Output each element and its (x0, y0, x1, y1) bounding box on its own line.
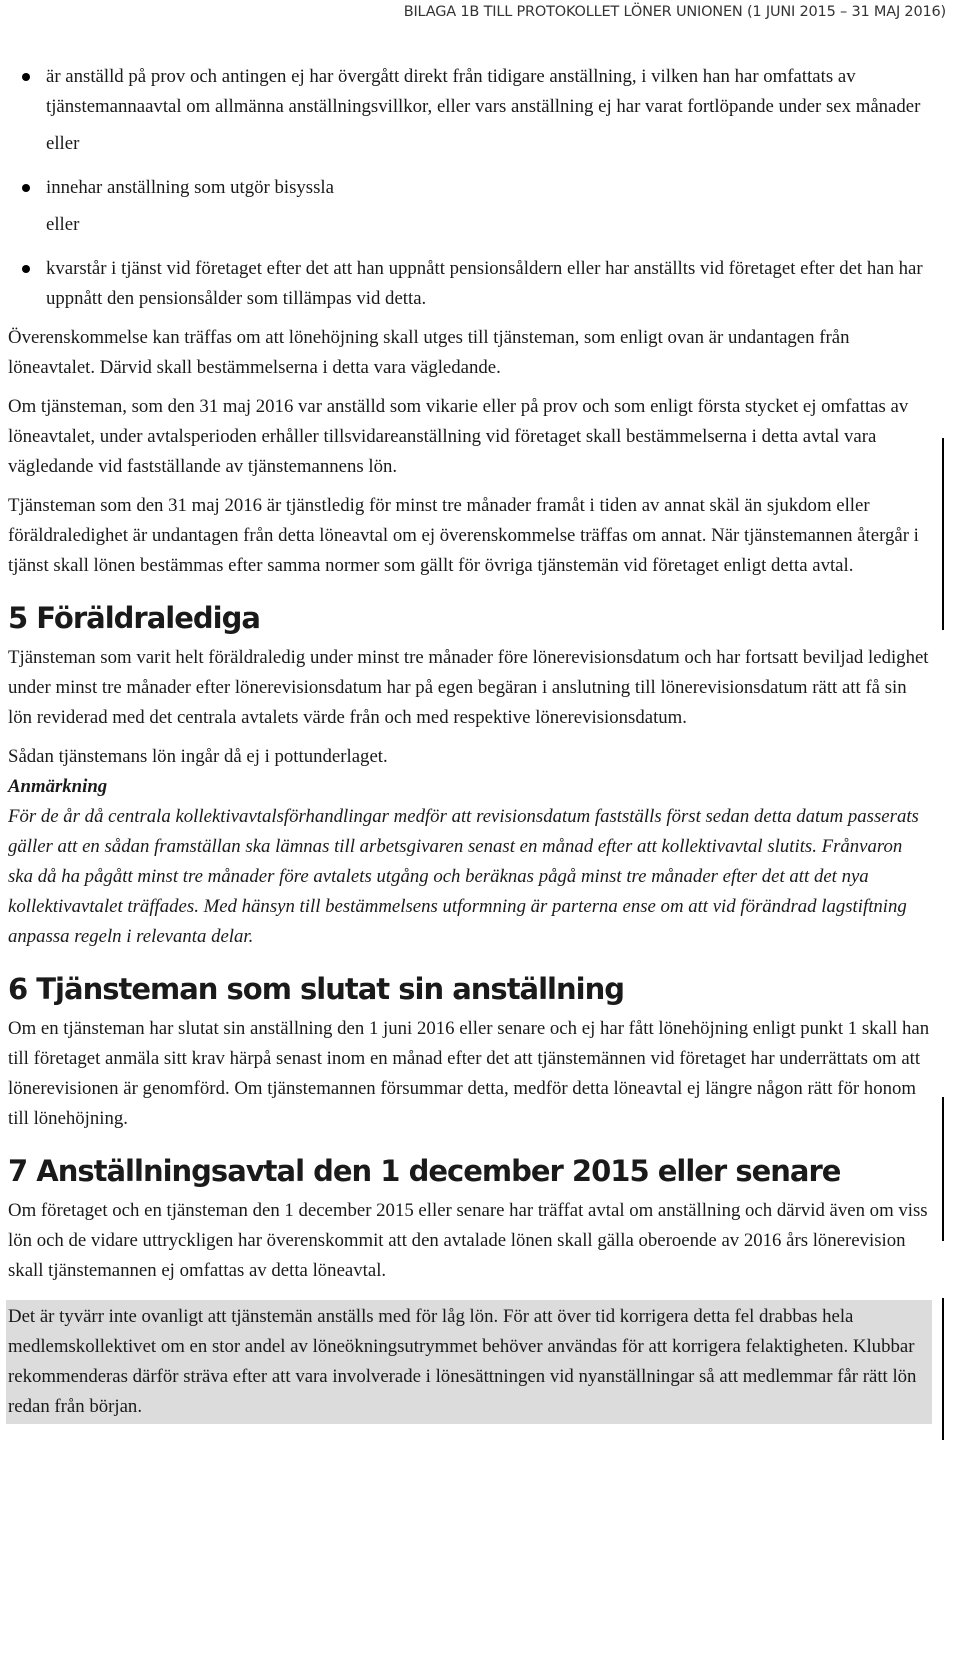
bullet-list (8, 62, 932, 314)
document-body (8, 62, 932, 1424)
change-bar (942, 1097, 944, 1241)
paragraph: Om företaget och en tjänsteman den 1 december 2015 eller senare har träffat avtal om anställning och därvid även om viss lön och de vidare uttryckligen har överenskommit att den avtalade lönen skall gälla oberoende av 2016 års lönerevision skall tjänstemannen ej omfattas av detta löneavtal. (8, 1200, 928, 1281)
note-heading: Anmärkning (8, 776, 108, 797)
list-item (8, 173, 932, 203)
change-bar (942, 438, 944, 630)
bullet-icon (22, 184, 30, 192)
paragraph: Om tjänsteman, som den 31 maj 2016 var anställd som vikarie eller på prov och som enligt första stycket ej omfattas av löneavtalet, under avtalsperioden erhåller tillsvidareanställning vid företaget skall bestämmelserna i detta avtal vara vägledande vid fastställande av tjänstemannens lön. (8, 396, 909, 477)
list-item (8, 62, 932, 122)
conjunction: eller (46, 214, 80, 235)
note-body: För de år då centrala kollektivavtalsförhandlingar medför att revisionsdatum fastställs först sedan detta datum passerats gäller att en sådan framställan ska lämnas till arbetsgivaren senast en månad efter att kollektivavtal slutits. Frånvaron ska då ha pågått minst tre månader före avtalets utgång och beräknas pågå minst tre månader efter det att det nya kollektivavtalet träffades. Med hänsyn till bestämmelsens utformning är parterna ense om att vid förändrad lagstiftning anpassa regeln i relevanta delar. (8, 806, 919, 947)
bullet-icon (22, 265, 30, 273)
bullet-icon (22, 73, 30, 81)
highlight-text: Det är tyvärr inte ovanligt att tjänstemän anställs med för låg lön. För att över tid korrigera detta fel drabbas hela medlemskollektivet om en stor andel av löneökningsutrymmet behöver användas för att korrigera felaktigheten. Klubbar rekommenderas därför sträva efter att vara involverade i lönesättningen vid nyanställningar så att medlemmar får rätt lön redan från början. (8, 1306, 917, 1417)
paragraph: Överenskommelse kan träffas om att lönehöjning skall utges till tjänsteman, som enligt ovan är undantagen från löneavtalet. Därvid skall bestämmelserna i detta vara vägledande. (8, 327, 850, 378)
bullet-text: innehar anställning som utgör bisyssla (46, 177, 334, 198)
conjunction: eller (46, 133, 80, 154)
section-heading: 7 Anställningsavtal den 1 december 2015 eller senare (8, 1154, 841, 1188)
paragraph: Sådan tjänstemans lön ingår då ej i pottunderlaget. (8, 746, 388, 767)
change-bar (942, 1298, 944, 1440)
bullet-text: kvarstår i tjänst vid företaget efter det att han uppnått pensionsåldern eller har anställts vid företaget efter det han har uppnått den pensionsålder som tillämpas vid detta. (46, 258, 923, 309)
paragraph: Om en tjänsteman har slutat sin anställning den 1 juni 2016 eller senare och ej har fått lönehöjning enligt punkt 1 skall han till företaget anmäla sitt krav härpå senast inom en månad efter det att tjänstemännen vid företaget har underrättats om att lönerevisionen är genomförd. Om tjänstemannen försummar detta, medför detta löneavtal ej längre någon rätt för honom till lönehöjning. (8, 1018, 930, 1129)
list-item (8, 254, 932, 314)
section-heading: 6 Tjänsteman som slutat sin anställning (8, 972, 624, 1006)
paragraph: Tjänsteman som varit helt föräldraledig under minst tre månader före lönerevisionsdatum och har fortsatt beviljad ledighet under minst tre månader efter lönerevisionsdatum har på egen begäran i anslutning till lönerevisionsdatum rätt att få sin lön reviderad med det centrala avtalets värde från och med respektive lönerevisionsdatum. (8, 647, 929, 728)
section-heading: 5 Föräldralediga (8, 601, 260, 635)
highlight-box (6, 1300, 932, 1424)
bullet-text: är anställd på prov och antingen ej har övergått direkt från tidigare anställning, i vilken han har omfattats av tjänstemannaavtal om allmänna anställningsvillkor, eller vars anställning ej har varat fortlöpande under sex månader (46, 66, 921, 117)
running-header: BILAGA 1B TILL PROTOKOLLET LÖNER UNIONEN (1 JUNI 2015 – 31 MAJ 2016) (403, 4, 946, 20)
paragraph: Tjänsteman som den 31 maj 2016 är tjänstledig för minst tre månader framåt i tiden av annat skäl än sjukdom eller föräldraledighet är undantagen från detta löneavtal om ej överenskommelse träffas om annat. När tjänstemannen återgår i tjänst skall lönen bestämmas efter samma normer som gällt för övriga tjänstemän vid företaget enligt detta avtal. (8, 495, 919, 576)
